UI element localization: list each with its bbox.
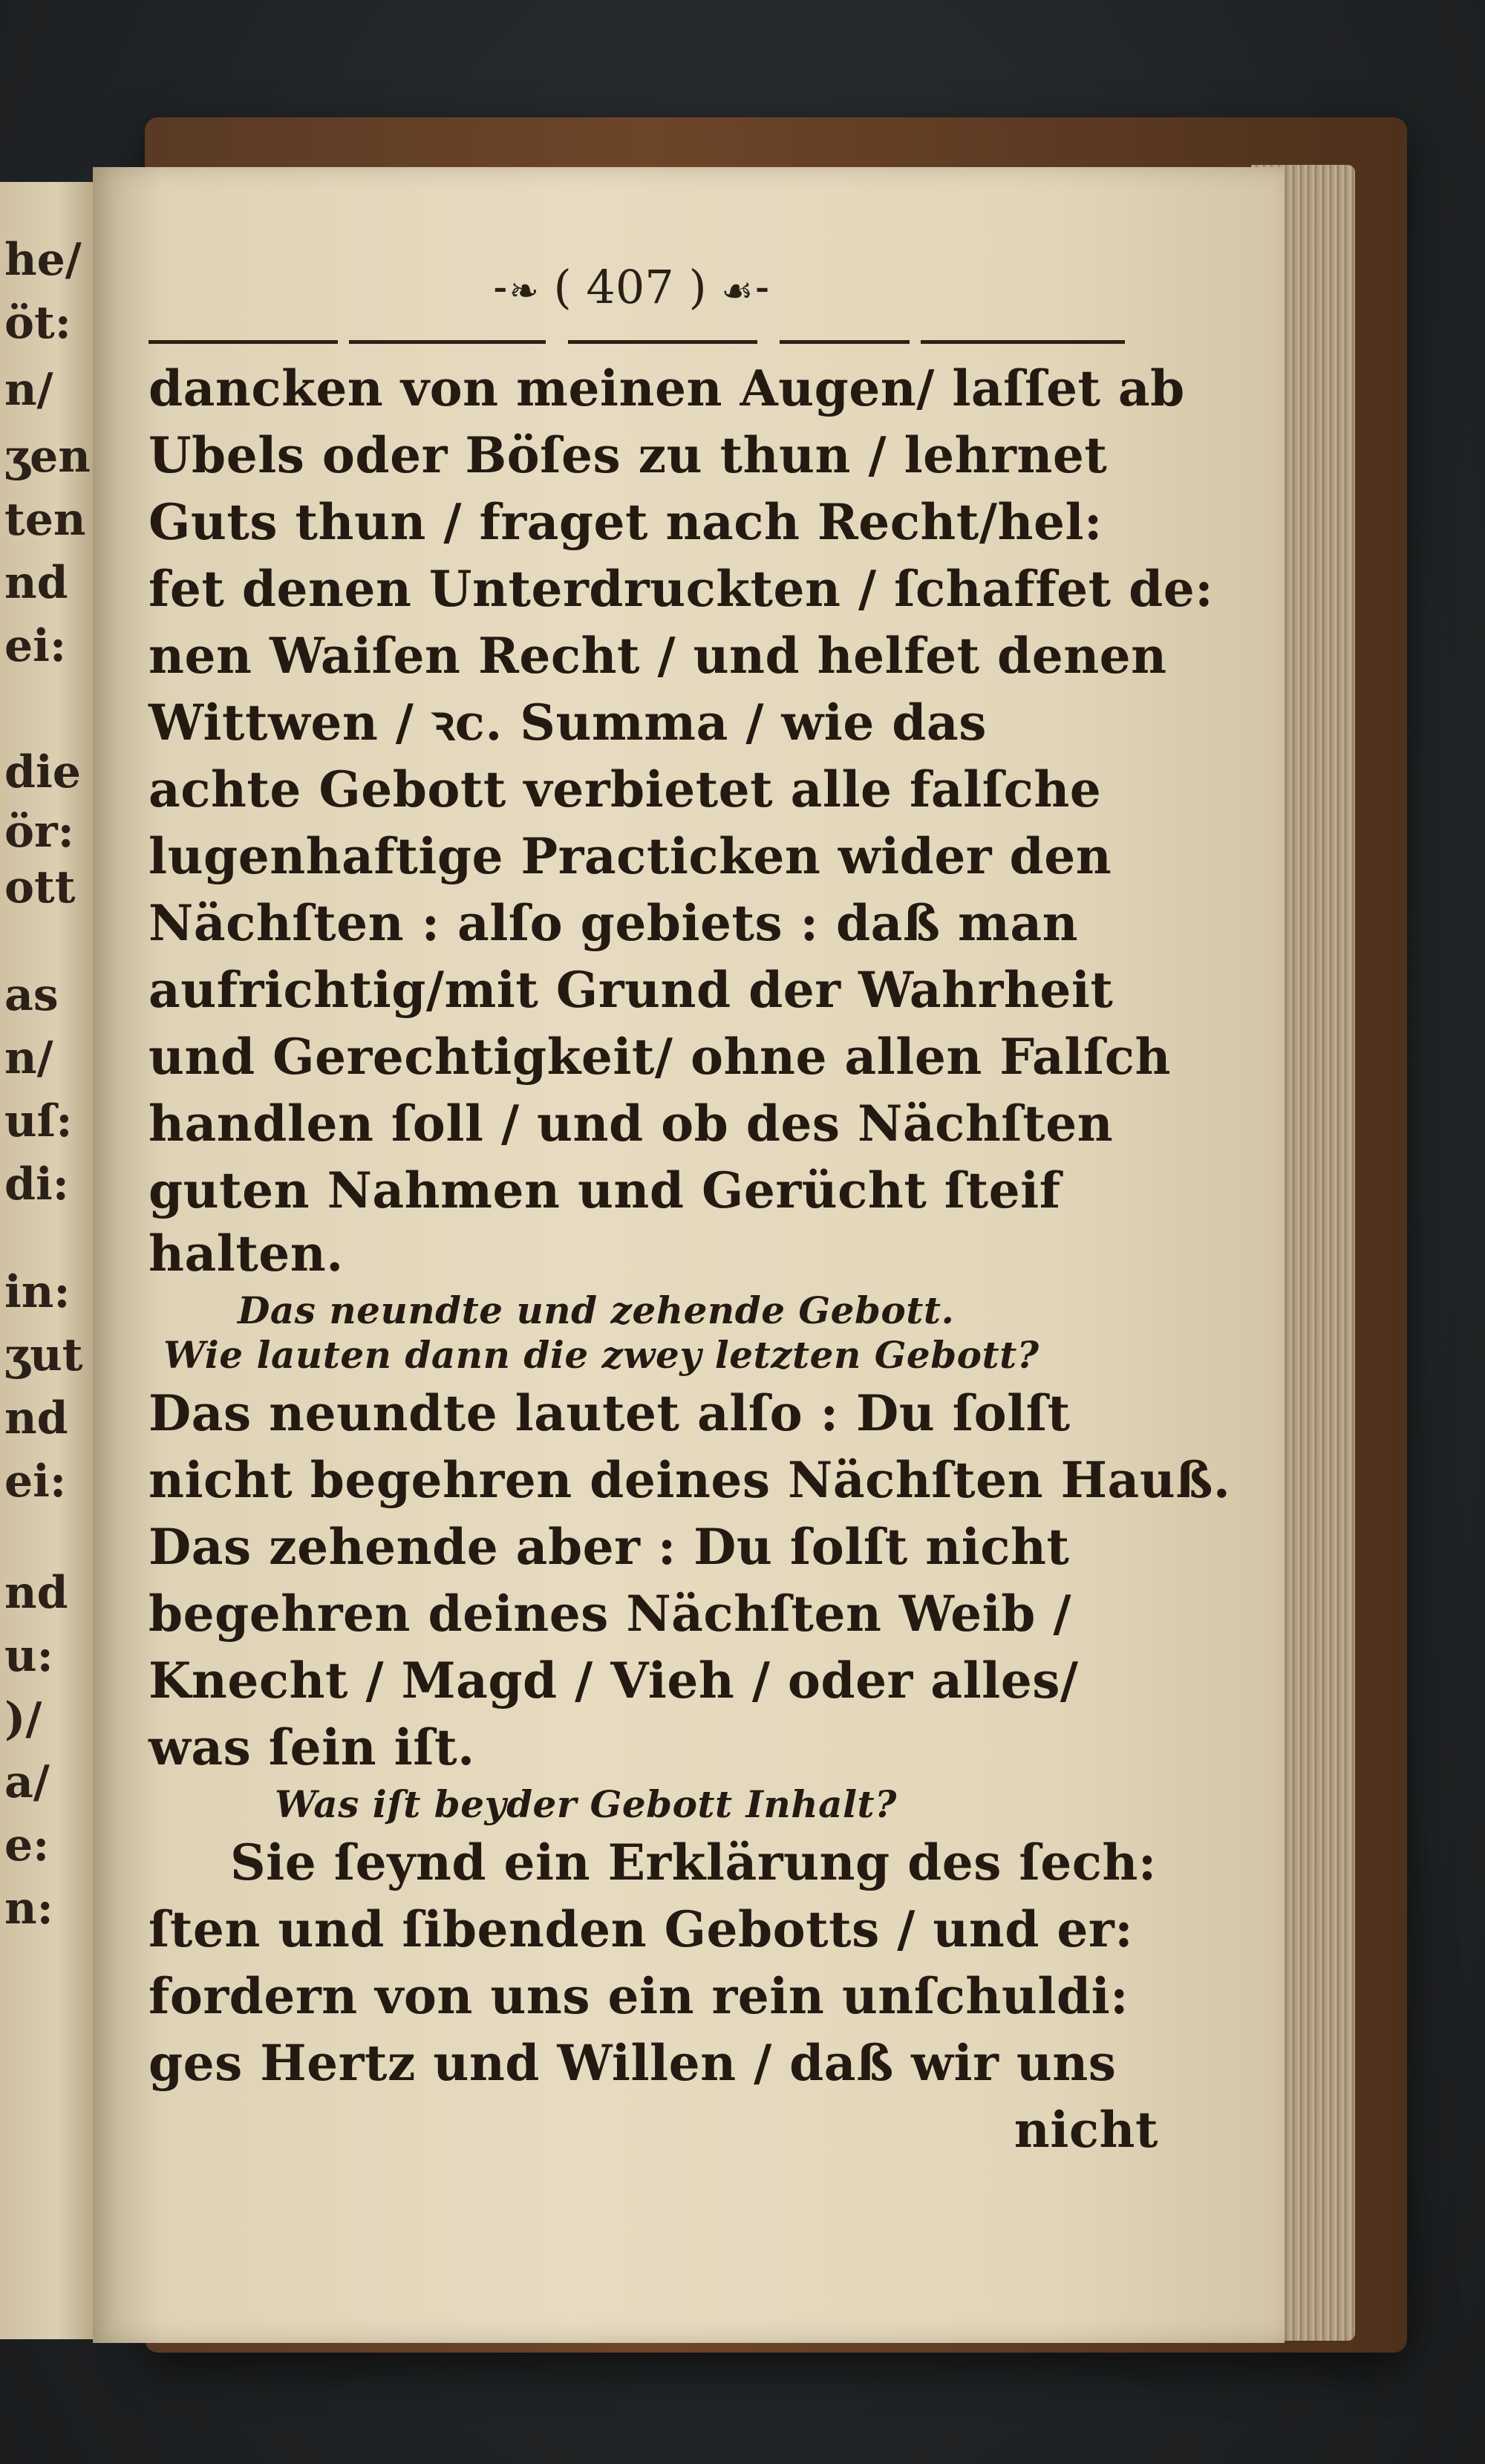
header-rule-4	[780, 340, 910, 344]
left-page-fragment: die	[4, 746, 81, 798]
text-line: was ſein iſt.	[148, 1718, 475, 1776]
text-line: Ubels oder Böſes zu thun / lehrnet	[148, 426, 1108, 484]
text-line: nen Waiſen Recht / und helfet denen	[148, 627, 1167, 685]
ornament-right-icon: ☙⁃	[721, 270, 771, 312]
text-line: Guts thun / fraget nach Recht/hel:	[148, 493, 1103, 551]
ornament-left-icon: ⁃❧	[491, 270, 539, 312]
text-line: dancken von meinen Augen/ laſſet ab	[148, 359, 1185, 417]
left-page-fragment: nd	[4, 557, 68, 609]
text-line: guten Nahmen und Gerücht ſteif	[148, 1161, 1061, 1219]
left-page-fragment: nd	[4, 1392, 68, 1444]
left-page-fragment: öt:	[4, 297, 71, 349]
text-line: Sie ſeynd ein Erklärung des ſech:	[230, 1834, 1157, 1891]
text-line: achte Gebott verbietet alle falſche	[148, 760, 1102, 818]
left-page-fragment: ör:	[4, 806, 74, 858]
text-line: aufrichtig/mit Grund der Wahrheit	[148, 961, 1114, 1019]
left-page-fragment: u:	[4, 1630, 53, 1682]
section-heading: Das neundte und zehende Gebott.	[238, 1288, 955, 1332]
left-page	[0, 182, 95, 2339]
left-page-fragment: ei:	[4, 1456, 67, 1508]
text-line: Nächſten : alſo gebiets : daß man	[148, 894, 1079, 952]
left-page-fragment: e:	[4, 1819, 50, 1871]
left-page-fragment: ten	[4, 494, 86, 546]
text-line: Knecht / Magd / Vieh / oder alles/	[148, 1652, 1079, 1710]
text-line: fordern von uns ein rein unſchuldi:	[148, 1967, 1129, 2025]
header-rule-5	[921, 340, 1125, 344]
question-text: Wie lauten dann die zwey letzten Gebott?	[163, 1333, 1040, 1377]
left-page-fragment: nd	[4, 1567, 68, 1619]
text-line: ſten und ſibenden Gebotts / und er:	[148, 1900, 1134, 1958]
left-page-fragment: a/	[4, 1756, 50, 1808]
text-line: handlen ſoll / und ob des Nächſten	[148, 1095, 1114, 1153]
page-number: ( 407 )	[553, 260, 707, 314]
left-page-fragment: as	[4, 969, 59, 1021]
page-header	[416, 260, 846, 327]
left-page-fragment: n/	[4, 364, 53, 416]
text-line: Das zehende aber : Du ſolſt nicht	[148, 1518, 1070, 1576]
text-line: begehren deines Nächſten Weib /	[148, 1585, 1071, 1643]
left-page-fragment: ʒen	[4, 431, 91, 483]
left-page-fragment: n/	[4, 1032, 53, 1084]
text-line: ges Hertz und Willen / daß wir uns	[148, 2034, 1117, 2092]
text-line: Das neundte lautet alſo : Du ſolſt	[148, 1384, 1071, 1442]
header-rule-3	[568, 340, 757, 344]
question-text: Was iſt beyder Gebott Inhalt?	[275, 1782, 897, 1826]
left-page-fragment: uſ:	[4, 1095, 73, 1147]
left-page-fragment: ott	[4, 861, 76, 913]
left-page-fragment: n:	[4, 1883, 53, 1935]
left-page-fragment: di:	[4, 1158, 69, 1210]
text-line: nicht begehren deines Nächſten Hauß.	[148, 1451, 1231, 1509]
text-line: lugenhaftige Practicken wider den	[148, 827, 1112, 885]
left-page-fragment: he/	[4, 234, 82, 286]
text-line: und Gerechtigkeit/ ohne allen Falſch	[148, 1028, 1171, 1086]
text-line: halten.	[148, 1225, 344, 1282]
text-line: fet denen Unterdruckten / ſchaffet de:	[148, 560, 1214, 618]
left-page-fragment: in:	[4, 1266, 71, 1318]
left-page-fragment: ʒut	[4, 1329, 83, 1381]
catchword: nicht	[1014, 2101, 1158, 2159]
text-line: Wittwen / ꝛc. Summa / wie das	[148, 694, 987, 752]
left-page-fragment: ei:	[4, 620, 67, 672]
header-rule-1	[148, 340, 338, 344]
left-page-fragment: )/	[4, 1693, 42, 1745]
header-rule-2	[349, 340, 546, 344]
